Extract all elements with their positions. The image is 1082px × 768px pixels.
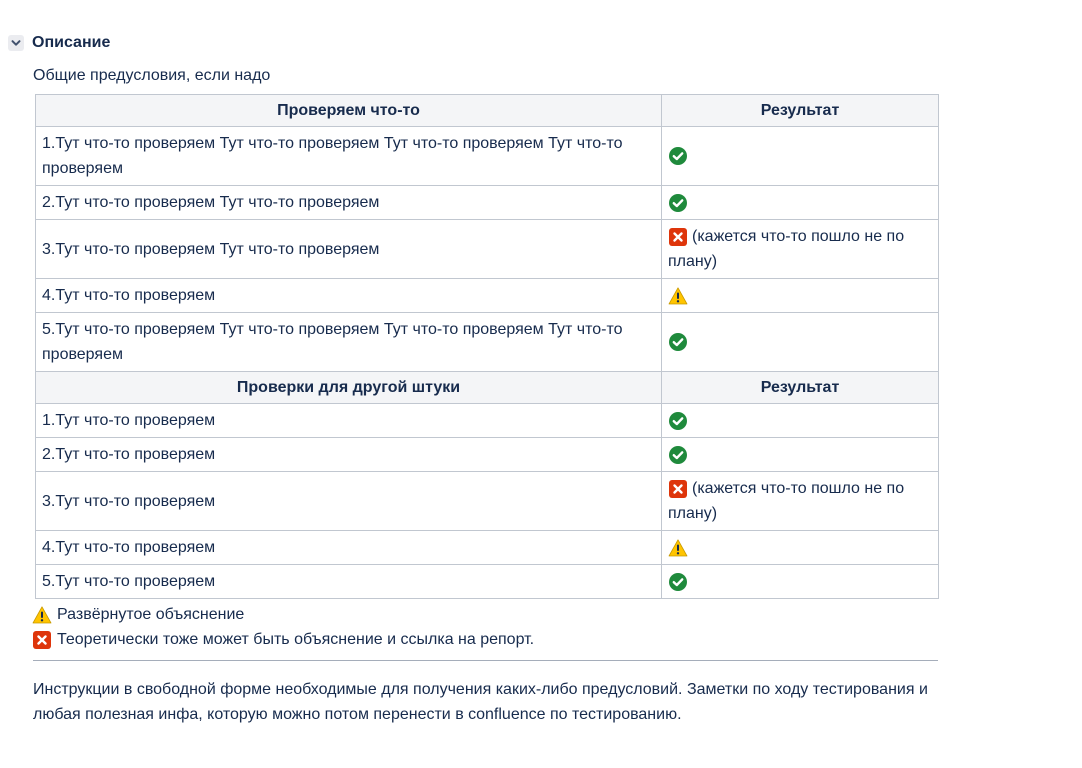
table-row <box>36 531 939 565</box>
table-row <box>36 279 939 313</box>
check-circle-icon <box>668 332 688 352</box>
check-cell: 3.Тут что-то проверяем Тут что-то проверяем <box>36 220 662 279</box>
legend-error <box>32 627 534 652</box>
instructions-text: Инструкции в свободной форме необходимые для получения каких-либо предусловий. Заметки по ходу тестирования и любая полезная инфа, которую можно потом перенести в confluence по тестированию. <box>33 681 928 723</box>
table-row <box>36 472 939 531</box>
check-circle-icon <box>668 445 688 465</box>
result-cell <box>662 313 939 372</box>
check-circle-icon <box>668 146 688 166</box>
cross-box-icon <box>668 227 688 247</box>
check-cell: 4.Тут что-то проверяем <box>36 531 662 565</box>
check-circle-icon <box>668 411 688 431</box>
result-cell <box>662 472 939 531</box>
check-cell: 5.Тут что-то проверяем <box>36 565 662 599</box>
table-row <box>36 127 939 186</box>
result-cell <box>662 438 939 472</box>
column-header-result: Результат <box>662 372 939 404</box>
check-cell: 5.Тут что-то проверяем Тут что-то проверяем Тут что-то проверяем Тут что-то проверяем <box>36 313 662 372</box>
table-header-row <box>36 372 939 404</box>
chevron-down-icon[interactable] <box>8 35 24 51</box>
column-header-result: Результат <box>662 95 939 127</box>
test-results-table <box>35 94 939 599</box>
result-note: (кажется что-то пошло не по плану) <box>668 480 905 522</box>
check-circle-icon <box>668 572 688 592</box>
column-header-check: Проверки для другой штуки <box>36 372 662 404</box>
result-cell <box>662 404 939 438</box>
legend-error-text: Теоретически тоже может быть объяснение и ссылка на репорт. <box>57 630 535 648</box>
column-header-check: Проверяем что-то <box>36 95 662 127</box>
table-header-row <box>36 95 939 127</box>
table-row <box>36 404 939 438</box>
result-cell <box>662 565 939 599</box>
description-section-header[interactable] <box>8 34 110 52</box>
check-cell: 4.Тут что-то проверяем <box>36 279 662 313</box>
warning-triangle-icon <box>668 286 688 306</box>
result-note: (кажется что-то пошло не по плану) <box>668 228 905 270</box>
legend-warning <box>32 602 534 627</box>
result-cell <box>662 186 939 220</box>
divider <box>33 660 938 661</box>
table-row <box>36 220 939 279</box>
table-row <box>36 313 939 372</box>
check-cell: 1.Тут что-то проверяем Тут что-то проверяем Тут что-то проверяем Тут что-то проверяем <box>36 127 662 186</box>
result-cell <box>662 220 939 279</box>
check-circle-icon <box>668 193 688 213</box>
check-cell: 2.Тут что-то проверяем <box>36 438 662 472</box>
cross-box-icon <box>32 630 52 650</box>
warning-triangle-icon <box>32 605 52 625</box>
preconditions-text: Общие предусловия, если надо <box>33 67 271 84</box>
check-cell: 2.Тут что-то проверяем Тут что-то проверяем <box>36 186 662 220</box>
table-row <box>36 186 939 220</box>
result-cell <box>662 531 939 565</box>
table-row <box>36 438 939 472</box>
check-cell: 3.Тут что-то проверяем <box>36 472 662 531</box>
cross-box-icon <box>668 479 688 499</box>
legend-warning-text: Развёрнутое объяснение <box>57 605 245 623</box>
legend <box>32 602 534 652</box>
section-title: Описание <box>32 34 111 51</box>
result-cell <box>662 279 939 313</box>
warning-triangle-icon <box>668 538 688 558</box>
table-row <box>36 565 939 599</box>
result-cell <box>662 127 939 186</box>
check-cell: 1.Тут что-то проверяем <box>36 404 662 438</box>
